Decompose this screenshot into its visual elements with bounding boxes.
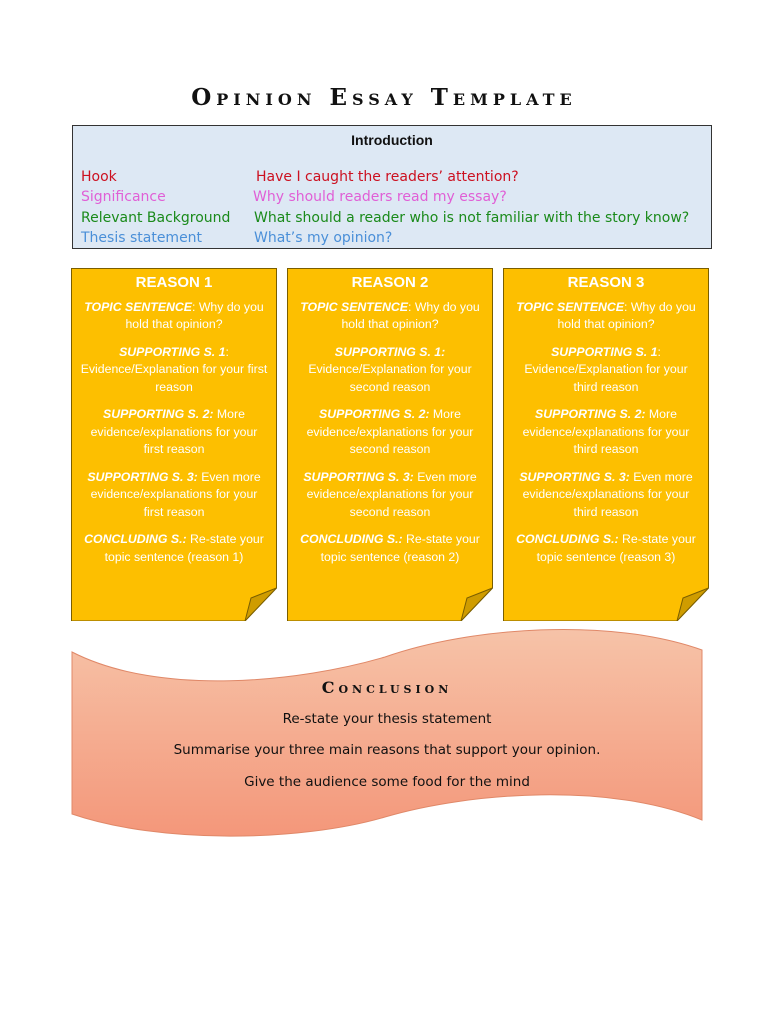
supporting-sentence-2: SUPPORTING S. 2: More evidence/explanations for your third reason <box>522 407 690 456</box>
intro-question: What should a reader who is not familiar with the story know? <box>254 210 690 226</box>
concluding-sentence: CONCLUDING S.: Re-state your topic sentence (reason 3) <box>516 532 696 564</box>
supporting-sentence-1: SUPPORTING S. 1: Evidence/Explanation for your third reason <box>524 344 688 394</box>
introduction-box <box>72 125 712 249</box>
supporting-sentence-1: SUPPORTING S. 1: Evidence/Explanation for your first reason <box>80 344 268 394</box>
supporting-sentence-3: SUPPORTING S. 3: Even more evidence/explanations for your third reason <box>519 469 693 519</box>
intro-question: Have I caught the readers’ attention? <box>256 169 519 185</box>
intro-label: Thesis statement <box>81 230 203 246</box>
intro-question: What’s my opinion? <box>254 230 393 246</box>
reason-card-1 <box>71 268 277 621</box>
intro-question: Why should readers read my essay? <box>253 189 507 205</box>
concluding-sentence: CONCLUDING S.: Re-state your topic sentence (reason 2) <box>300 532 480 564</box>
supporting-sentence-1: SUPPORTING S. 1: Evidence/Explanation for your second reason <box>308 344 472 394</box>
conclusion-banner <box>70 622 704 840</box>
concluding-sentence: CONCLUDING S.: Re-state your topic sentence (reason 1) <box>84 532 264 564</box>
conclusion-line-2: Summarise your three main reasons that support your opinion. <box>173 742 601 758</box>
conclusion-heading: Conclusion <box>321 678 453 697</box>
supporting-sentence-3: SUPPORTING S. 3: Even more evidence/explanations for your second reason <box>303 469 477 519</box>
supporting-sentence-2: SUPPORTING S. 2: More evidence/explanations for your second reason <box>306 407 474 456</box>
reason-heading: REASON 3 <box>567 274 645 291</box>
supporting-sentence-3: SUPPORTING S. 3: Even more evidence/explanations for your first reason <box>87 469 261 519</box>
reason-heading: REASON 2 <box>351 274 429 291</box>
page-title: Opinion Essay Template <box>191 84 577 111</box>
wavy-banner-shape <box>70 622 704 840</box>
intro-label: Relevant Background <box>81 210 231 226</box>
reason-heading: REASON 1 <box>135 274 213 291</box>
supporting-sentence-2: SUPPORTING S. 2: More evidence/explanations for your first reason <box>90 407 258 456</box>
conclusion-line-3: Give the audience some food for the mind <box>244 774 530 790</box>
reason-card-3 <box>503 268 709 621</box>
intro-label: Significance <box>81 189 166 205</box>
reason-card-2 <box>287 268 493 621</box>
conclusion-line-1: Re-state your thesis statement <box>282 711 492 727</box>
intro-label: Hook <box>81 169 117 185</box>
topic-sentence: TOPIC SENTENCE: Why do you hold that opinion? <box>84 299 264 331</box>
introduction-heading: Introduction <box>351 132 433 148</box>
topic-sentence: TOPIC SENTENCE: Why do you hold that opinion? <box>300 299 480 331</box>
topic-sentence: TOPIC SENTENCE: Why do you hold that opinion? <box>516 299 696 331</box>
